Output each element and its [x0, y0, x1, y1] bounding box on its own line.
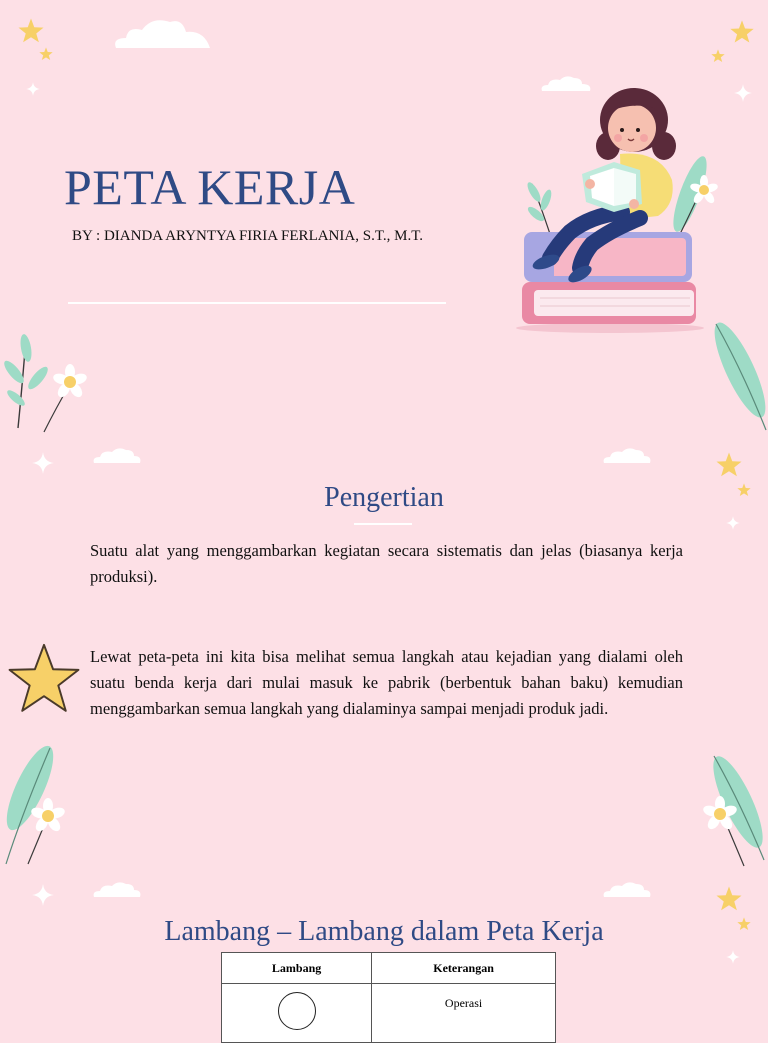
heading-underline [354, 523, 412, 525]
star-icon [38, 46, 54, 62]
author-byline: BY : DIANDA ARYNTYA FIRIA FERLANIA, S.T., M.T. [72, 228, 423, 244]
sparkle-icon [32, 884, 54, 906]
star-icon [714, 450, 744, 480]
symbol-cell [222, 984, 372, 1043]
column-header-lambang: Lambang [222, 953, 372, 984]
title-divider [68, 302, 446, 304]
pengertian-heading: Pengertian [324, 482, 444, 513]
star-icon [710, 48, 726, 64]
cloud-icon [602, 446, 652, 464]
sparkle-icon [32, 452, 54, 474]
star-icon [728, 18, 756, 46]
lambang-table [221, 952, 556, 1043]
leaf-sprig-icon [4, 328, 94, 432]
cloud-icon [112, 16, 214, 50]
star-icon [4, 640, 84, 718]
sparkle-icon [726, 950, 740, 964]
pengertian-paragraph-1: Suatu alat yang menggambarkan kegiatan secara sistematis dan jelas (biasanya kerja produksi). [90, 541, 683, 586]
column-header-keterangan: Keterangan [372, 953, 556, 984]
sparkle-icon [734, 84, 752, 102]
cloud-icon [92, 880, 142, 898]
lambang-heading: Lambang – Lambang dalam Peta Kerja [164, 916, 604, 947]
table-row [222, 984, 556, 1043]
page-title: PETA KERJA [64, 159, 356, 215]
star-icon [714, 884, 744, 914]
sparkle-icon [726, 516, 740, 530]
keterangan-cell: Operasi [372, 984, 556, 1043]
circle-icon [278, 992, 316, 1030]
cloud-icon [602, 880, 652, 898]
pengertian-paragraph-2: Lewat peta-peta ini kita bisa melihat semua langkah atau kejadian yang dialami oleh suatu benda kerja dari mulai masuk ke pabrik (berbentuk bahan baku) kemudian menggambarkan semua langkah yang dialaminya sampai menjadi produk jadi. [90, 647, 683, 718]
leaf-sprig-icon [698, 742, 768, 866]
cloud-icon [92, 446, 142, 464]
table-header-row [222, 953, 556, 984]
girl-reading-illustration [510, 84, 726, 334]
sparkle-icon [26, 82, 40, 96]
leaf-sprig-icon [0, 744, 72, 868]
star-icon [16, 16, 46, 46]
